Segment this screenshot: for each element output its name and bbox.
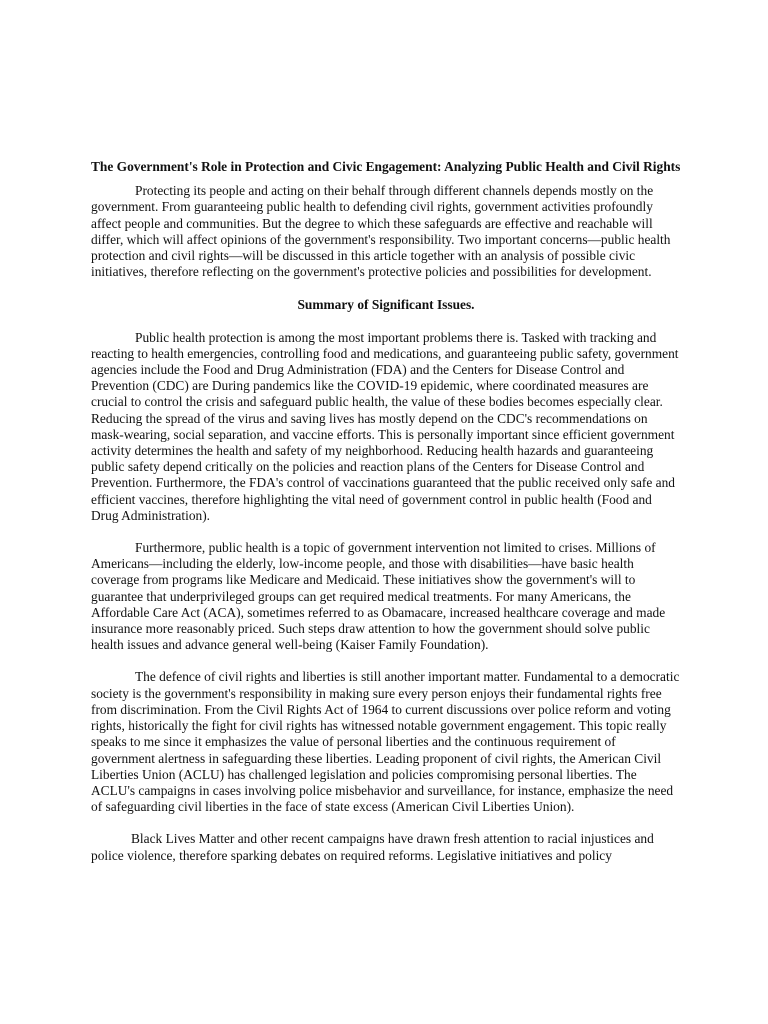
body-paragraph-recent-campaigns: Black Lives Matter and other recent campaigns have drawn fresh attention to racial injustices and police violence, therefore sparking debates on required reforms. Legislative initiatives and policy	[91, 831, 654, 863]
body-paragraph-health-programs: Furthermore, public health is a topic of government intervention not limited to crises. Millions of Americans—including the elderly, low-income people, and those with disabilities—have basic health coverage from programs like Medicare and Medicaid. These initiatives show the government's will to guarantee that underprivileged groups can get required medical treatments. For many Americans, the Affordable Care Act (ACA), sometimes referred to as Obamacare, increased healthcare coverage and made insurance more reasonably priced. Such steps draw attention to how the government should solve public health issues and advance general well-being (Kaiser Family Foundation).	[91, 540, 666, 653]
document-title: The Government's Role in Protection and Civic Engagement: Analyzing Public Health and Civil Rights	[91, 159, 681, 174]
body-paragraph-civil-rights: The defence of civil rights and liberties is still another important matter. Fundamental to a democratic society is the government's responsibility in making sure every person enjoys their fundamental rights free from discrimination. From the Civil Rights Act of 1964 to current discussions over police reform and voting rights, historically the fight for civil rights has witnessed notable government engagement. This topic really speaks to me since it emphasizes the value of personal liberties and the continuous requirement of government alertness in safeguarding these liberties. Leading proponent of civil rights, the American Civil Liberties Union (ACLU) has challenged legislation and policies compromising personal liberties. The ACLU's campaigns in cases involving police misbehavior and surveillance, for instance, emphasize the need of safeguarding civil liberties in the face of state excess (American Civil Liberties Union).	[91, 669, 680, 815]
document-body	[91, 159, 681, 864]
section-heading: Summary of Significant Issues.	[297, 297, 475, 313]
body-paragraph-public-health: Public health protection is among the most important problems there is. Tasked with tracking and reacting to health emergencies, controlling food and medications, and guaranteeing public safety, government agencies include the Food and Drug Administration (FDA) and the Centers for Disease Control and Prevention (CDC) are During pandemics like the COVID-19 epidemic, where coordinated measures are crucial to control the crisis and safeguard public health, the value of these bodies becomes especially clear. Reducing the spread of the virus and saving lives has mostly depend on the CDC's recommendations on mask-wearing, social separation, and vaccine efforts. This is personally important since efficient government activity determines the health and safety of my neighborhood. Reducing health hazards and guaranteeing public safety depend critically on the policies and reaction plans of the Centers for Disease Control and Prevention. Furthermore, the FDA's control of vaccinations guaranteed that the public received only safe and efficient vaccines, therefore highlighting the vital need of government control in public health (Food and Drug Administration).	[91, 329, 679, 523]
intro-paragraph: Protecting its people and acting on their behalf through different channels depends mostly on the government. From guaranteeing public health to defending civil rights, government activities profoundly affect people and communities. But the degree to which these safeguards are effective and reachable will differ, which will affect opinions of the government's responsibility. Two important concerns—public health protection and civil rights—will be discussed in this article together with an analysis of possible civic initiatives, therefore reflecting on the government's protective policies and possibilities for development.	[91, 183, 671, 280]
